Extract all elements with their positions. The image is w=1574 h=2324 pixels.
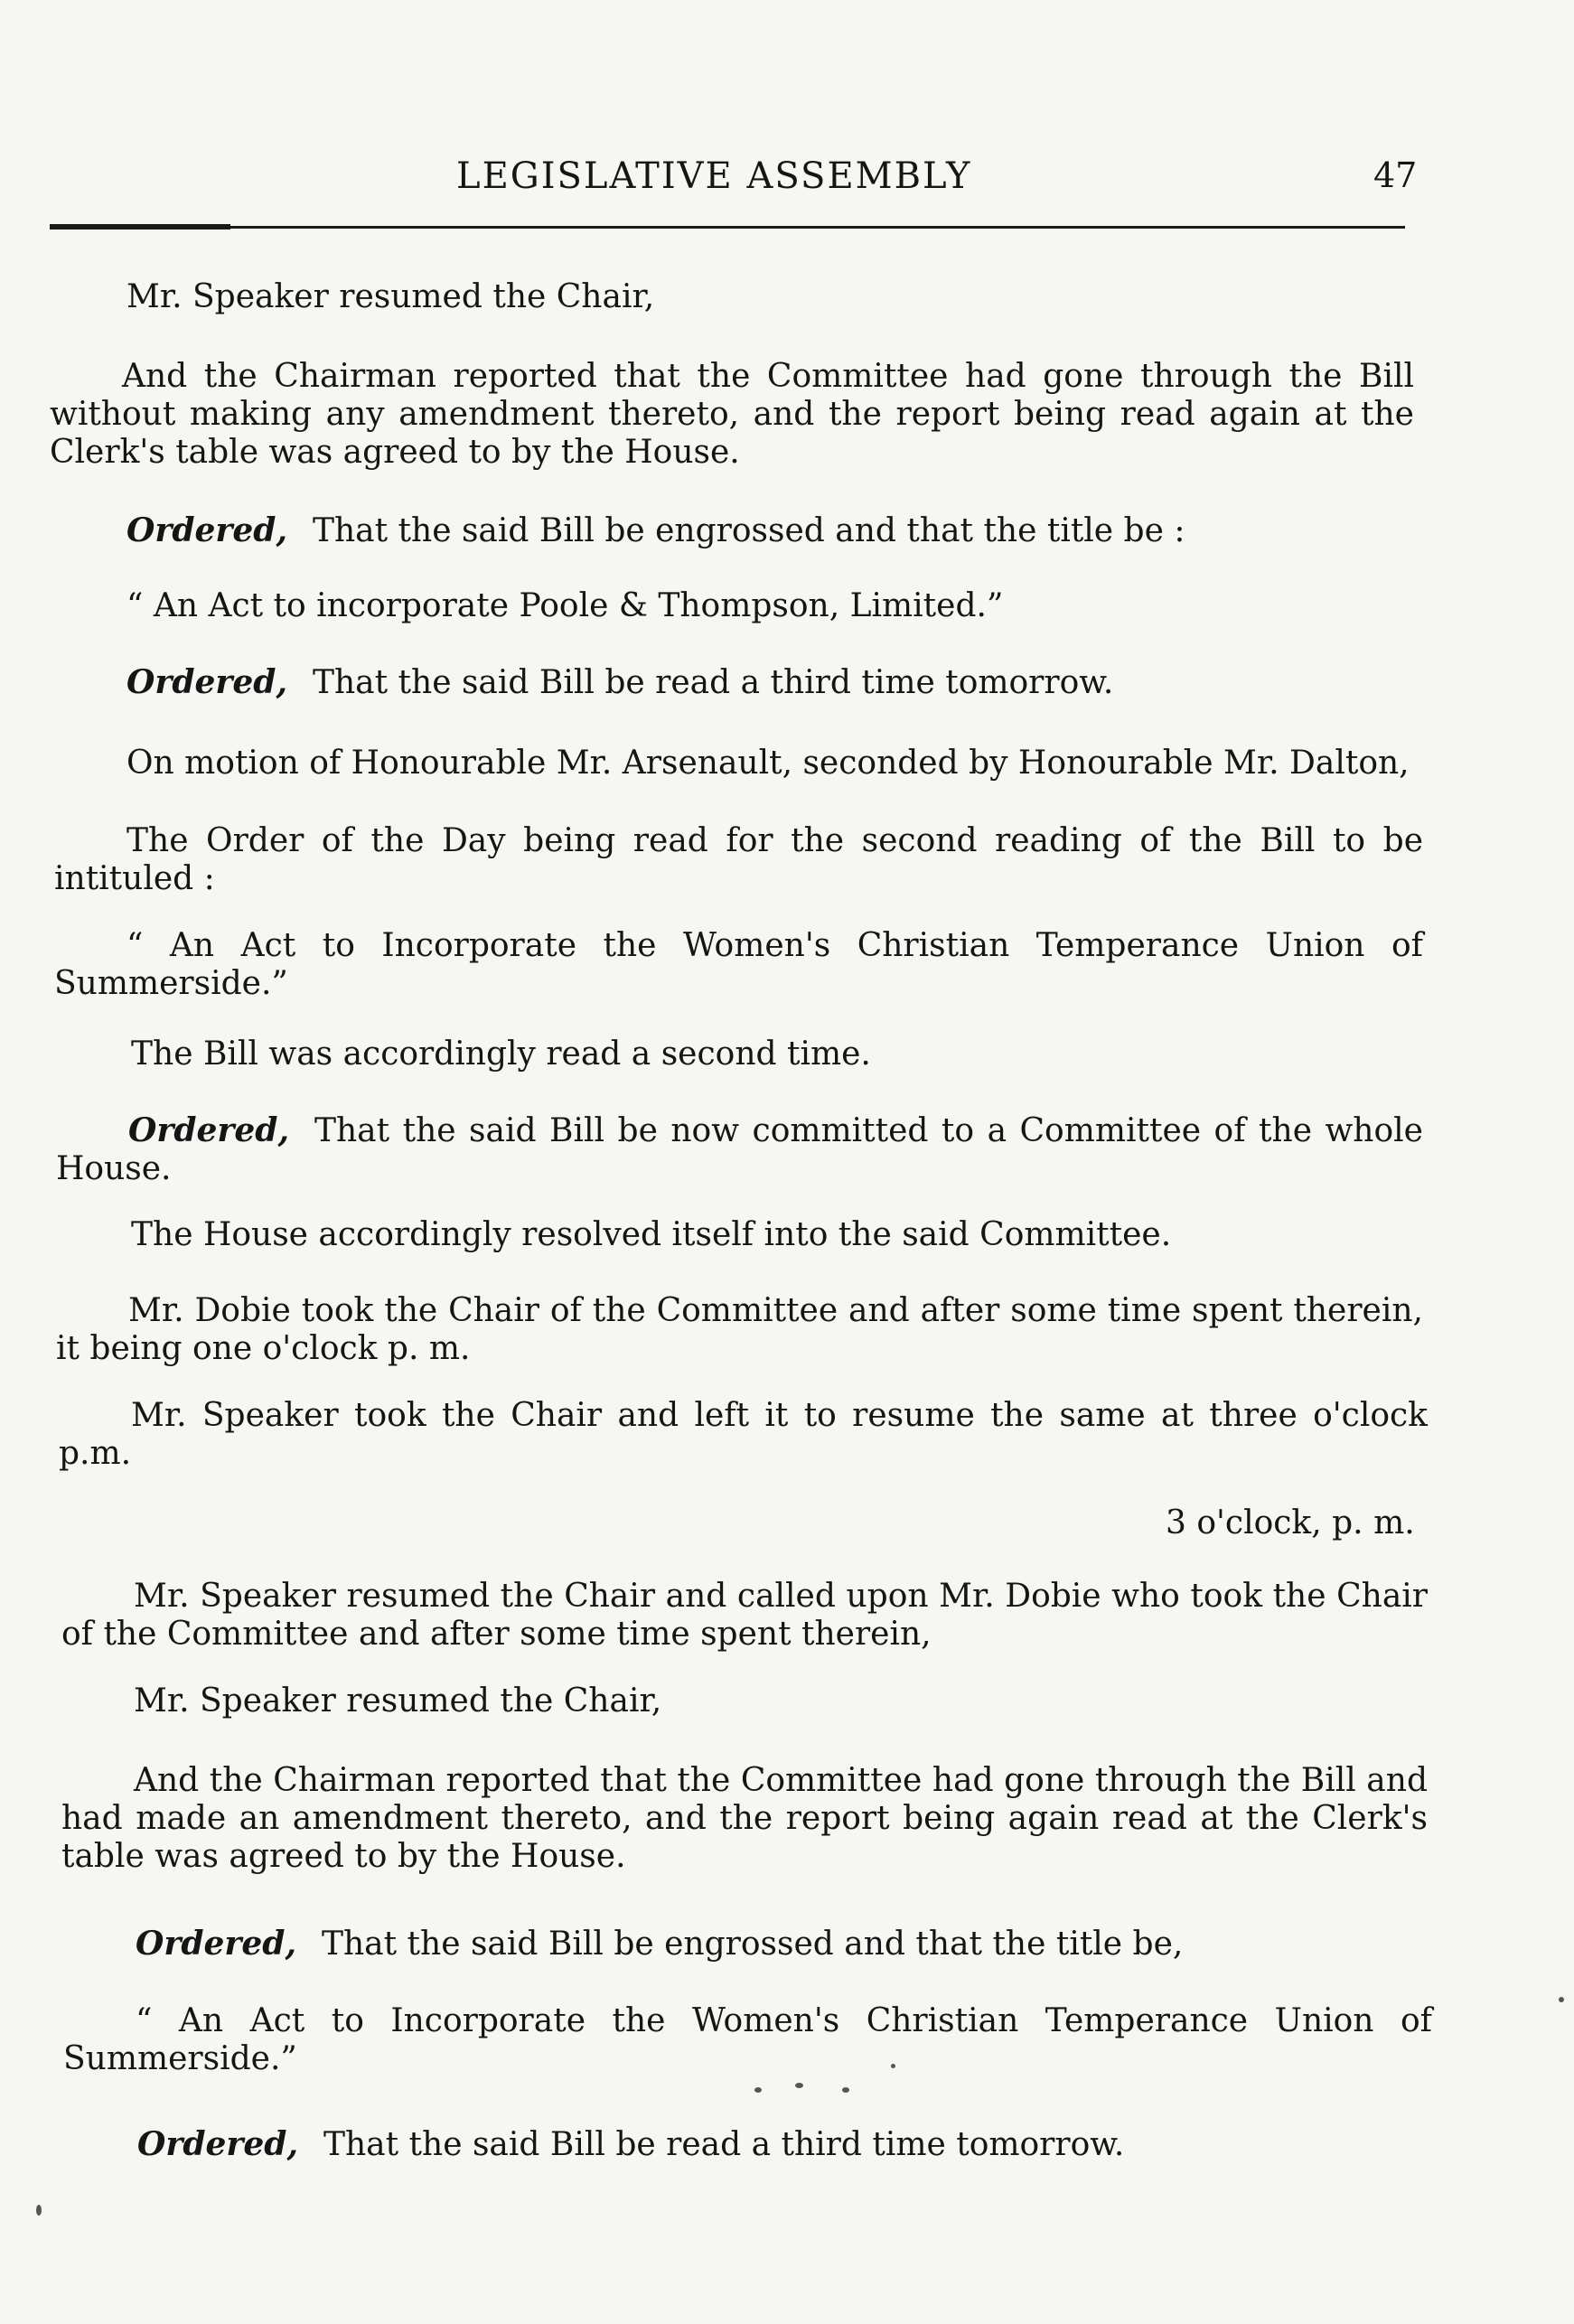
paragraph-text: “ An Act to incorporate Poole & Thompson, Limited.” <box>126 587 1004 624</box>
ordered-label: Ordered, <box>126 511 287 549</box>
paragraph-speaker-left <box>59 1397 1428 1473</box>
print-speck <box>36 2205 42 2216</box>
paragraph-dobie-chair <box>56 1292 1423 1368</box>
paragraph-text: That the said Bill be read a third time tomorrow. <box>323 2126 1125 2163</box>
paragraph-ordered-engrossed-2 <box>63 1925 1428 1963</box>
paragraph-speaker-resumed-2 <box>61 1682 1428 1720</box>
page-header-title: LEGISLATIVE ASSEMBLY <box>456 155 972 197</box>
page-number: 47 <box>1373 155 1418 195</box>
paragraph-second-reading <box>59 1035 1419 1073</box>
paragraph-text: “ An Act to Incorporate the Women's Christian Temperance Union of Summerside.” <box>54 927 1423 1002</box>
ordered-label: Ordered, <box>137 2125 298 2163</box>
sitting-time: 3 o'clock, p. m. <box>1166 1504 1415 1542</box>
paragraph-text: That the said Bill be read a third time tomorrow. <box>312 664 1114 701</box>
paragraph-text: And the Chairman reported that the Committee had gone through the Bill without making any amendment thereto, and the report being read again at the Clerk's table was agreed to by the House. <box>50 358 1414 471</box>
print-speck <box>1559 1997 1564 2002</box>
print-speck <box>891 2064 895 2068</box>
paragraph-text: The House accordingly resolved itself into the said Committee. <box>131 1216 1172 1253</box>
paragraph-text: That the said Bill be engrossed and that the title be, <box>321 1926 1184 1963</box>
paragraph-text: Mr. Speaker resumed the Chair and called upon Mr. Dobie who took the Chair of the Committee and after some time spent therein, <box>61 1578 1428 1653</box>
paragraph-text: On motion of Honourable Mr. Arsenault, seconded by Honourable Mr. Dalton, <box>126 745 1410 782</box>
paragraph-text: Mr. Dobie took the Chair of the Committee and after some time spent therein, it being one o'clock p. m. <box>56 1292 1423 1367</box>
print-speck <box>754 2087 762 2093</box>
header-rule <box>50 226 1405 229</box>
paragraph-text: Mr. Speaker took the Chair and left it to resume the same at three o'clock p.m. <box>59 1397 1428 1472</box>
paragraph-chairman-report-amended <box>61 1762 1428 1876</box>
print-speck <box>842 2087 849 2093</box>
print-speck <box>795 2083 803 2088</box>
paragraph-motion <box>54 745 1419 782</box>
paragraph-text: And the Chairman reported that the Committee had gone through the Bill and had made an amendment thereto, and the report being again read at the Clerk's table was agreed to by the House. <box>61 1762 1428 1875</box>
paragraph-speaker-called-dobie <box>61 1578 1428 1654</box>
paragraph-text: That the said Bill be engrossed and that the title be : <box>312 512 1185 549</box>
paragraph-text: “ An Act to Incorporate the Women's Christian Temperance Union of Summerside.” <box>63 2002 1432 2077</box>
paragraph-order-of-day <box>54 822 1423 898</box>
paragraph-speaker-resumed <box>54 278 1405 316</box>
paragraph-ordered-third-reading-2 <box>65 2125 1428 2164</box>
paragraph-text: Mr. Speaker resumed the Chair, <box>126 278 655 315</box>
paragraph-act-title-poole <box>54 587 1405 625</box>
paragraph-text: The Order of the Day being read for the second reading of the Bill to be intituled : <box>54 822 1423 897</box>
paragraph-ordered-committed <box>56 1111 1423 1188</box>
paragraph-ordered-engrossed <box>54 511 1405 550</box>
paragraph-chairman-report <box>50 358 1414 472</box>
paragraph-act-title-wctu-2 <box>63 2002 1432 2078</box>
paragraph-text: That the said Bill be now committed to a Committee of the whole House. <box>56 1112 1423 1187</box>
running-head <box>0 155 1574 210</box>
paragraph-ordered-third-reading <box>54 663 1405 702</box>
ordered-label: Ordered, <box>128 1111 289 1149</box>
paragraph-house-resolved <box>59 1216 1419 1254</box>
ordered-label: Ordered, <box>136 1925 296 1963</box>
ordered-label: Ordered, <box>126 663 287 701</box>
paragraph-text: Mr. Speaker resumed the Chair, <box>134 1682 662 1720</box>
paragraph-text: The Bill was accordingly read a second time. <box>131 1035 871 1073</box>
paragraph-act-title-wctu <box>54 927 1423 1003</box>
